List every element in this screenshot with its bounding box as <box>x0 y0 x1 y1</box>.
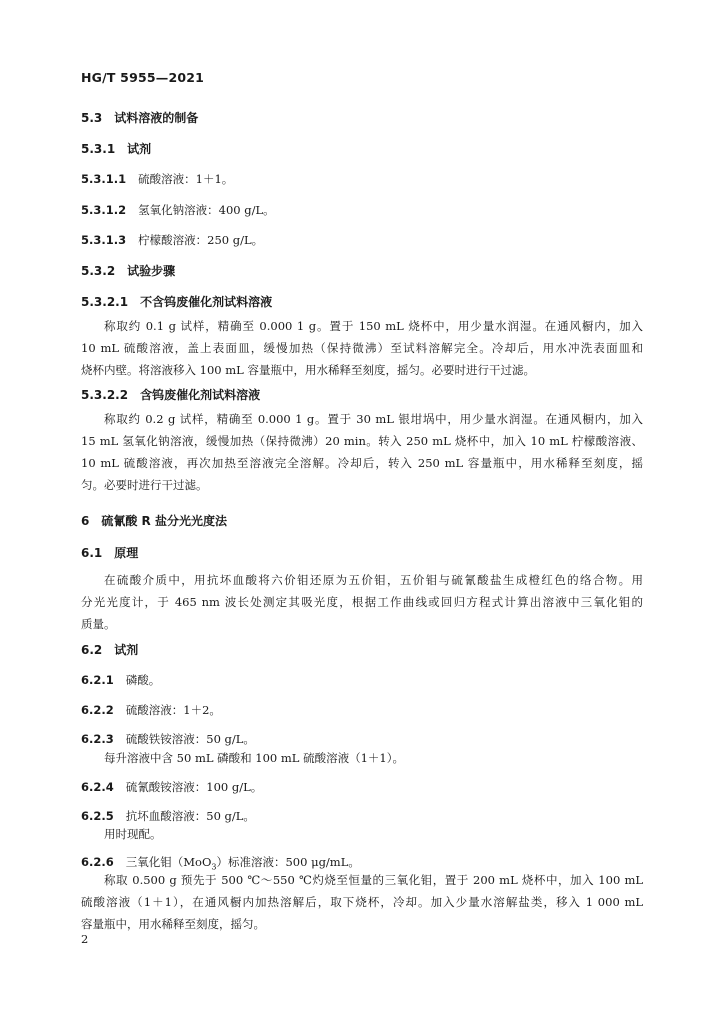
paragraph-line: 分光光度计，于 465 nm 波长处测定其吸光度，根据工作曲线或回归方程式计算出溶液中三氧化钼的 <box>81 595 643 609</box>
paragraph-line: 硫酸溶液（1＋1），在通风橱内加热溶解后，取下烧杯，冷却。加入少量水溶解盐类，移入 1 000 mL <box>81 895 643 909</box>
item-6-2-5 <box>81 808 255 824</box>
section-5-3-2-heading <box>81 262 175 279</box>
item-number: 6.2.4 <box>81 780 114 794</box>
item-number: 6.2.5 <box>81 809 114 823</box>
item-number: 5.3.1.2 <box>81 203 127 217</box>
item-5-3-1-1 <box>81 171 233 187</box>
paragraph-6-1 <box>81 569 643 635</box>
item-text: 硫酸铁铵溶液：50 g/L。 <box>125 732 255 746</box>
section-title: 含钨废催化剂试料溶液 <box>140 388 261 402</box>
section-6-heading <box>81 512 227 529</box>
paragraph-line: 匀。必要时进行干过滤。 <box>81 478 208 492</box>
section-number: 5.3 <box>81 111 103 125</box>
section-5-3-2-1-heading <box>81 293 272 310</box>
item-text: 氢氧化钠溶液：400 g/L。 <box>138 203 275 217</box>
paragraph-line: 称取 0.500 g 预先于 500 ℃～550 ℃灼烧至恒量的三氧化钼，置于 200 mL 烧杯中，加入 100 mL <box>104 873 643 887</box>
section-6-2-heading <box>81 641 138 658</box>
item-number: 6.2.1 <box>81 673 114 687</box>
item-text: 硫酸溶液：1＋1。 <box>138 172 234 186</box>
item-6-2-2 <box>81 702 221 718</box>
section-number: 5.3.2.2 <box>81 388 129 402</box>
item-number: 6.2.2 <box>81 703 114 717</box>
paragraph-line: 在硫酸介质中，用抗坏血酸将六价钼还原为五价钼，五价钼与硫氰酸盐生成橙红色的络合物。用 <box>104 573 643 587</box>
item-6-2-1 <box>81 672 160 688</box>
section-title: 原理 <box>114 546 139 560</box>
section-number: 6.1 <box>81 546 103 560</box>
item-6-2-3 <box>81 731 255 747</box>
section-title: 试剂 <box>114 643 139 657</box>
section-title: 试料溶液的制备 <box>114 111 199 125</box>
paragraph-line: 15 mL 氢氧化钠溶液，缓慢加热（保持微沸）20 min。转入 250 mL 烧杯中，加入 10 mL 柠檬酸溶液、 <box>81 434 643 448</box>
item-5-3-1-3 <box>81 232 263 248</box>
subscript: 3 <box>211 862 217 872</box>
paragraph-line: 容量瓶中，用水稀释至刻度，摇匀。 <box>81 917 265 931</box>
paragraph-line: 质量。 <box>81 617 116 631</box>
section-5-3-heading <box>81 109 198 126</box>
item-text: 硫酸溶液：1＋2。 <box>125 703 221 717</box>
paragraph-5-3-2-2 <box>81 408 643 496</box>
item-number: 5.3.1.1 <box>81 172 127 186</box>
section-number: 5.3.2.1 <box>81 295 129 309</box>
section-number: 5.3.1 <box>81 142 116 156</box>
paragraph-line: 10 mL 硫酸溶液，盖上表面皿，缓慢加热（保持微沸）至试料溶解完全。冷却后，用水冲洗表面皿和 <box>81 341 643 355</box>
paragraph-line: 称取约 0.2 g 试样，精确至 0.000 1 g。置于 30 mL 银坩埚中，用少量水润湿。在通风橱内，加入 <box>104 412 643 426</box>
section-5-3-1-heading <box>81 140 151 157</box>
section-title: 试剂 <box>127 142 152 156</box>
item-6-2-5-note: 用时现配。 <box>104 827 162 841</box>
section-number: 5.3.2 <box>81 264 116 278</box>
item-number: 6.2.6 <box>81 855 114 869</box>
item-6-2-4 <box>81 779 262 795</box>
paragraph-line: 烧杯内壁。将溶液移入 100 mL 容量瓶中，用水稀释至刻度，摇匀。必要时进行干过滤。 <box>81 363 535 377</box>
item-text-part: 三氧化钼（MoO <box>125 855 212 869</box>
item-number: 5.3.1.3 <box>81 233 127 247</box>
section-title: 试验步骤 <box>127 264 176 278</box>
item-text: 硫氰酸铵溶液：100 g/L。 <box>125 780 263 794</box>
standard-code-header: HG/T 5955—2021 <box>81 70 205 85</box>
item-text: 抗坏血酸溶液：50 g/L。 <box>125 809 255 823</box>
item-text: 柠檬酸溶液：250 g/L。 <box>138 233 264 247</box>
item-text-part: ）标准溶液：500 μg/mL。 <box>216 855 360 869</box>
item-6-2-3-note: 每升溶液中含 50 mL 磷酸和 100 mL 硫酸溶液（1＋1）。 <box>104 751 404 765</box>
paragraph-6-2-6 <box>81 869 643 935</box>
section-5-3-2-2-heading <box>81 386 260 403</box>
paragraph-line: 10 mL 硫酸溶液，再次加热至溶液完全溶解。冷却后，转入 250 mL 容量瓶中，用水稀释至刻度，摇 <box>81 456 643 470</box>
section-title: 不含钨废催化剂试料溶液 <box>140 295 273 309</box>
paragraph-5-3-2-1 <box>81 315 643 381</box>
paragraph-line: 称取约 0.1 g 试样，精确至 0.000 1 g。置于 150 mL 烧杯中，用少量水润湿。在通风橱内，加入 <box>104 319 643 333</box>
section-number: 6.2 <box>81 643 103 657</box>
section-number: 6 <box>81 514 90 528</box>
item-number: 6.2.3 <box>81 732 114 746</box>
item-5-3-1-2 <box>81 202 275 218</box>
item-text: 磷酸。 <box>125 673 161 687</box>
section-6-1-heading <box>81 544 138 561</box>
section-title: 硫氰酸 R 盐分光光度法 <box>101 514 227 528</box>
page-number: 2 <box>81 932 89 946</box>
